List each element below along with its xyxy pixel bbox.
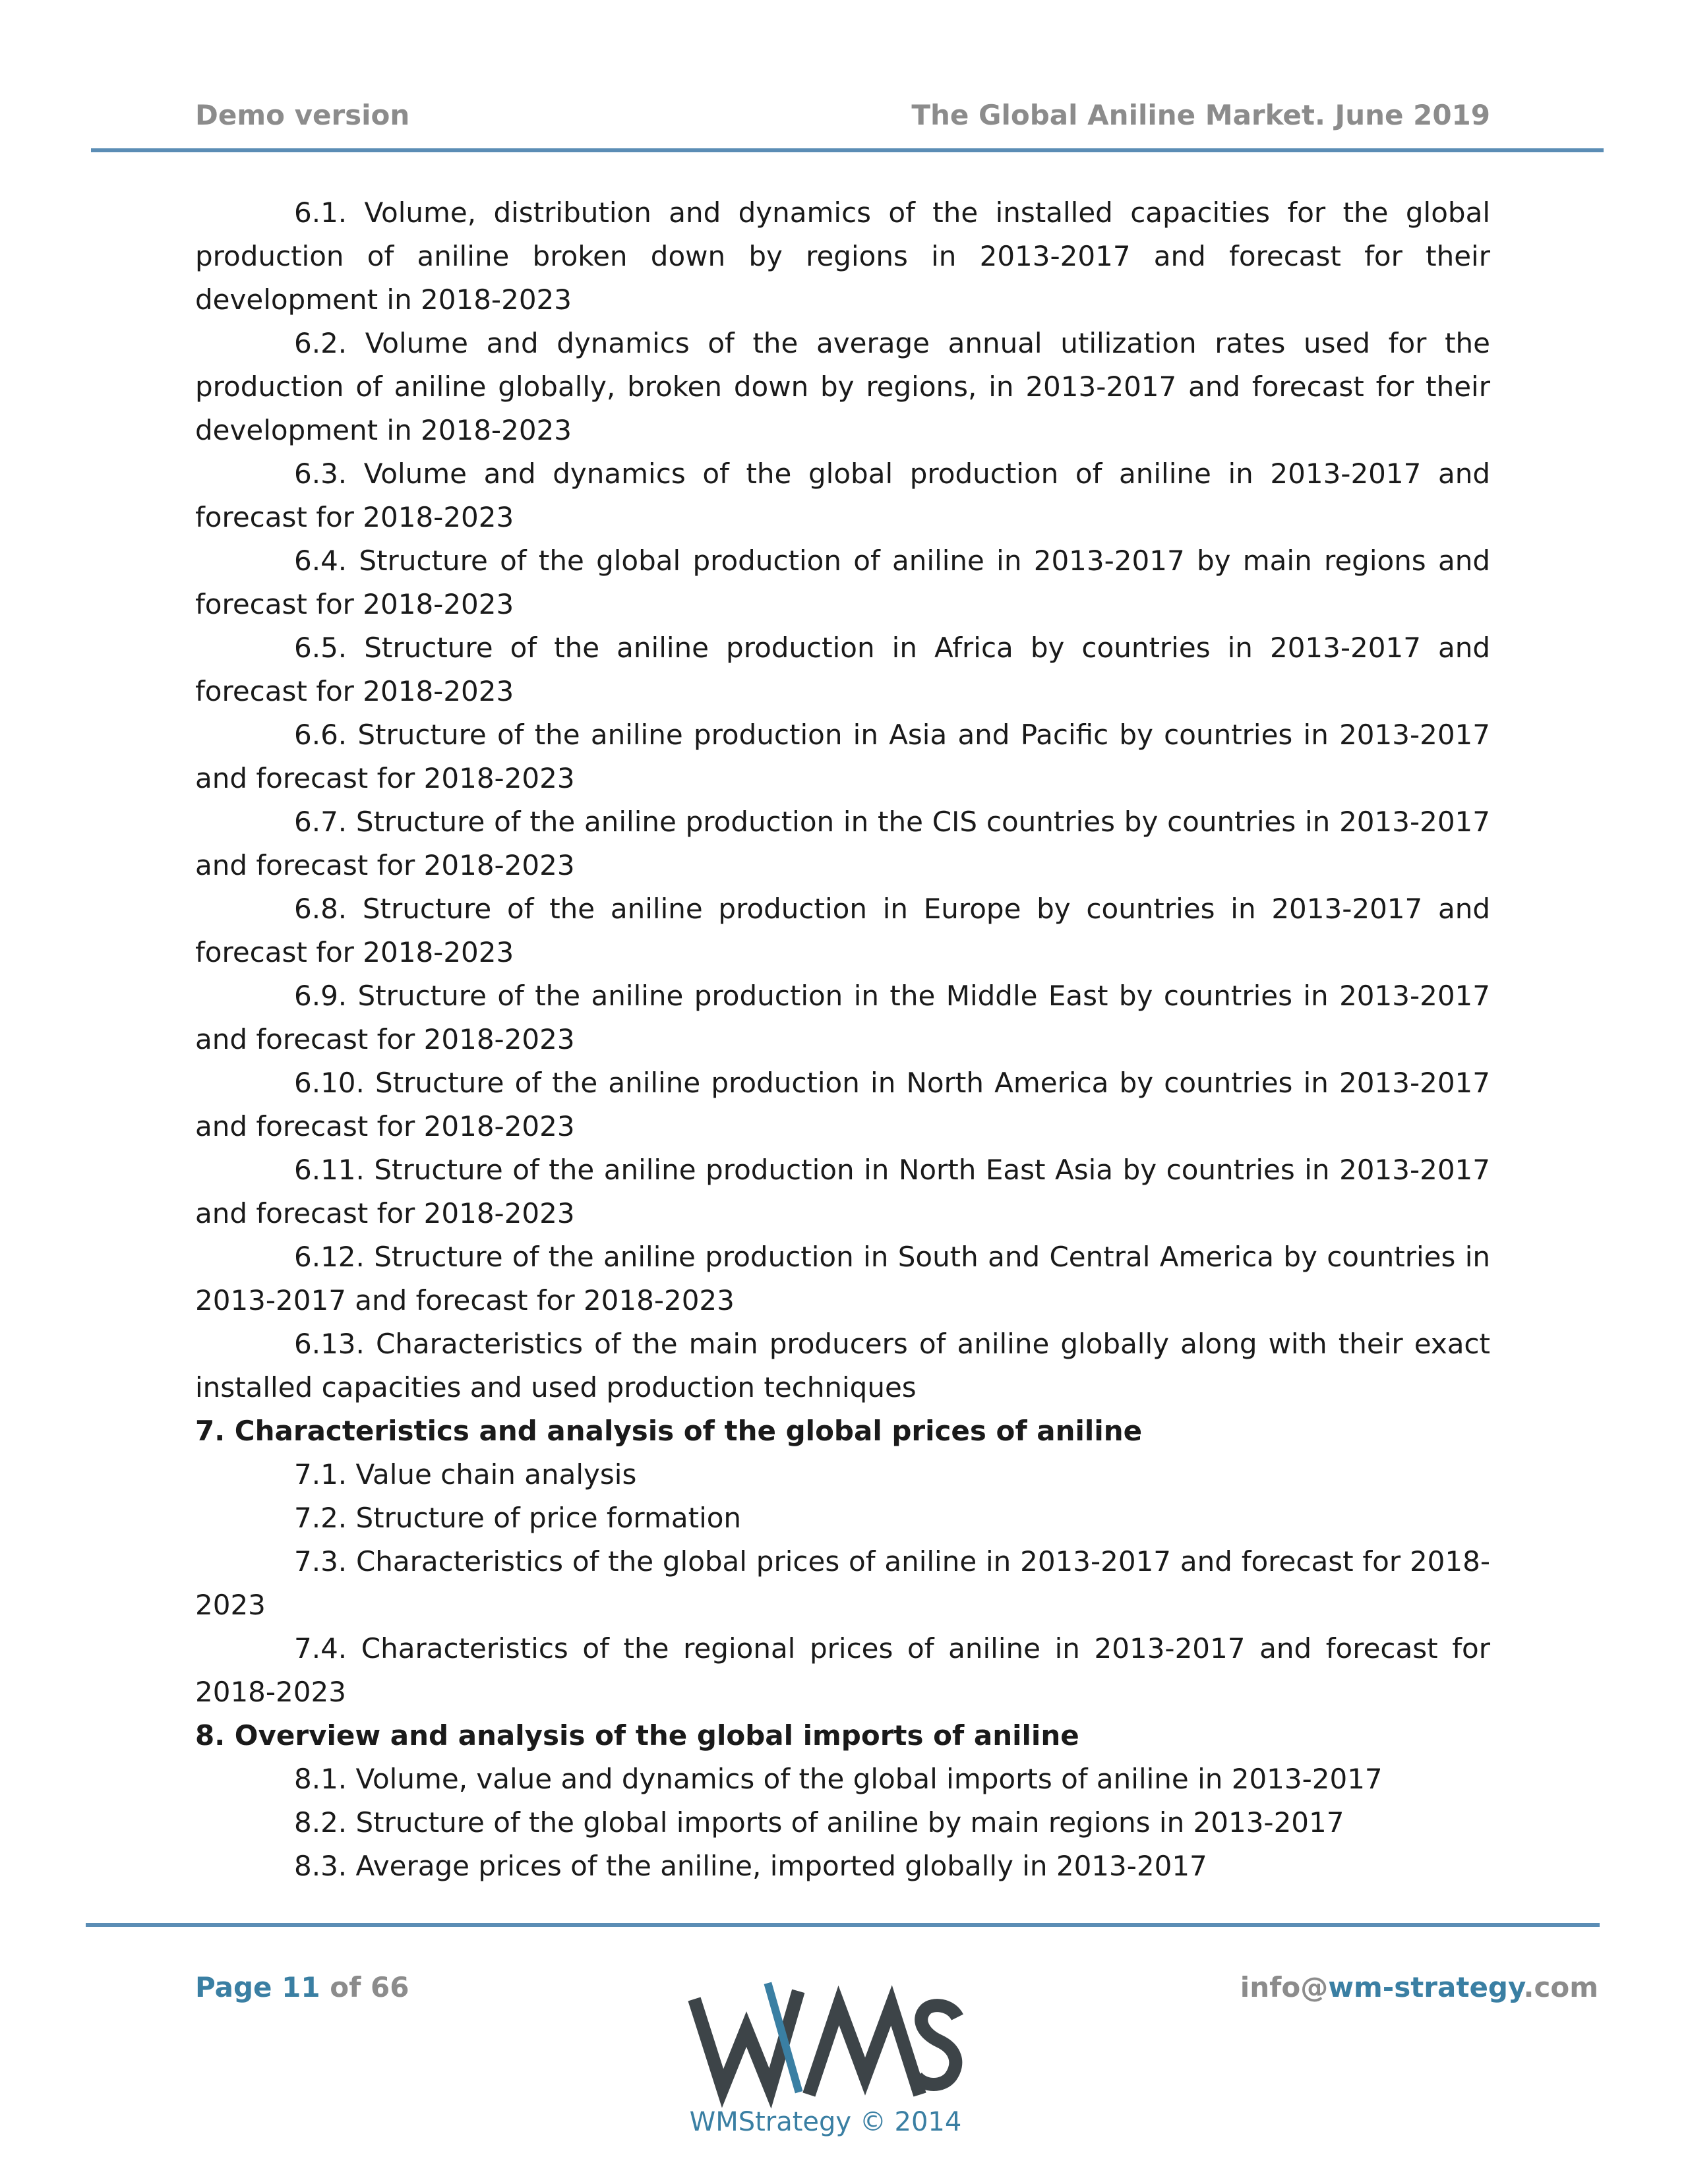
toc-item: 6.9. Structure of the aniline production in the Middle East by countries in 2013-2017 and forecast for 2018-2023	[195, 980, 1490, 1055]
footer-divider	[86, 1923, 1600, 1927]
toc-item: 7.2. Structure of price formation	[294, 1502, 742, 1534]
page-total: 66	[371, 1971, 409, 2003]
page-counter	[195, 1971, 409, 2003]
toc-section-heading: 7. Characteristics and analysis of the global prices of aniline	[195, 1415, 1143, 1447]
header-report-title: The Global Aniline Market. June 2019	[911, 99, 1490, 131]
toc-item: 8.1. Volume, value and dynamics of the global imports of aniline in 2013-2017	[294, 1763, 1383, 1795]
email-user: info@	[1240, 1971, 1329, 2003]
toc-item: 6.3. Volume and dynamics of the global production of aniline in 2013-2017 and forecast for 2018-2023	[195, 457, 1490, 533]
page-word: Page	[195, 1971, 272, 2003]
copyright-text: WMStrategy © 2014	[689, 2107, 962, 2137]
toc-item: 6.7. Structure of the aniline production in the CIS countries by countries in 2013-2017 and forecast for 2018-2023	[195, 806, 1490, 881]
toc-item: 6.6. Structure of the aniline production in Asia and Pacific by countries in 2013-2017 and forecast for 2018-2023	[195, 719, 1490, 794]
toc-item: 8.3. Average prices of the aniline, imported globally in 2013-2017	[294, 1850, 1207, 1882]
toc-item: 7.4. Characteristics of the regional prices of aniline in 2013-2017 and forecast for 2018-2023	[195, 1632, 1490, 1708]
toc-item: 8.2. Structure of the global imports of aniline by main regions in 2013-2017	[294, 1806, 1344, 1839]
toc-item: 6.10. Structure of the aniline production in North America by countries in 2013-2017 and forecast for 2018-2023	[195, 1067, 1490, 1142]
toc-item: 6.4. Structure of the global production of aniline in 2013-2017 by main regions and forecast for 2018-2023	[195, 545, 1490, 620]
table-of-contents	[195, 191, 1490, 1888]
of-word: of	[330, 1971, 361, 2003]
wms-logo	[687, 1978, 964, 2110]
toc-item: 6.5. Structure of the aniline production in Africa by countries in 2013-2017 and forecast for 2018-2023	[195, 632, 1490, 707]
email-tld: .com	[1523, 1971, 1598, 2003]
toc-item: 6.8. Structure of the aniline production in Europe by countries in 2013-2017 and forecast for 2018-2023	[195, 893, 1490, 968]
toc-item: 6.12. Structure of the aniline production in South and Central America by countries in 2013-2017 and forecast for 2018-2023	[195, 1241, 1490, 1316]
page-number: 11	[282, 1971, 320, 2003]
toc-item: 7.1. Value chain analysis	[294, 1458, 637, 1490]
toc-item: 6.2. Volume and dynamics of the average annual utilization rates used for the production of aniline globally, broken down by regions, in 2013-2017 and forecast for their development in 2018-2023	[195, 327, 1490, 446]
toc-section-heading: 8. Overview and analysis of the global imports of aniline	[195, 1719, 1079, 1752]
contact-email[interactable]	[1240, 1971, 1598, 2003]
toc-item: 6.13. Characteristics of the main producers of aniline globally along with their exact installed capacities and used production techniques	[195, 1328, 1490, 1403]
header-divider	[91, 148, 1604, 152]
toc-item: 7.3. Characteristics of the global prices of aniline in 2013-2017 and forecast for 2018-2023	[195, 1545, 1490, 1621]
header-demo-label: Demo version	[195, 99, 410, 131]
toc-item: 6.1. Volume, distribution and dynamics of the installed capacities for the global production of aniline broken down by regions in 2013-2017 and forecast for their development in 2018-2023	[195, 196, 1490, 316]
page-header	[195, 99, 1490, 138]
toc-item: 6.11. Structure of the aniline production in North East Asia by countries in 2013-2017 and forecast for 2018-2023	[195, 1154, 1490, 1229]
email-domain: wm-strategy	[1328, 1971, 1524, 2003]
